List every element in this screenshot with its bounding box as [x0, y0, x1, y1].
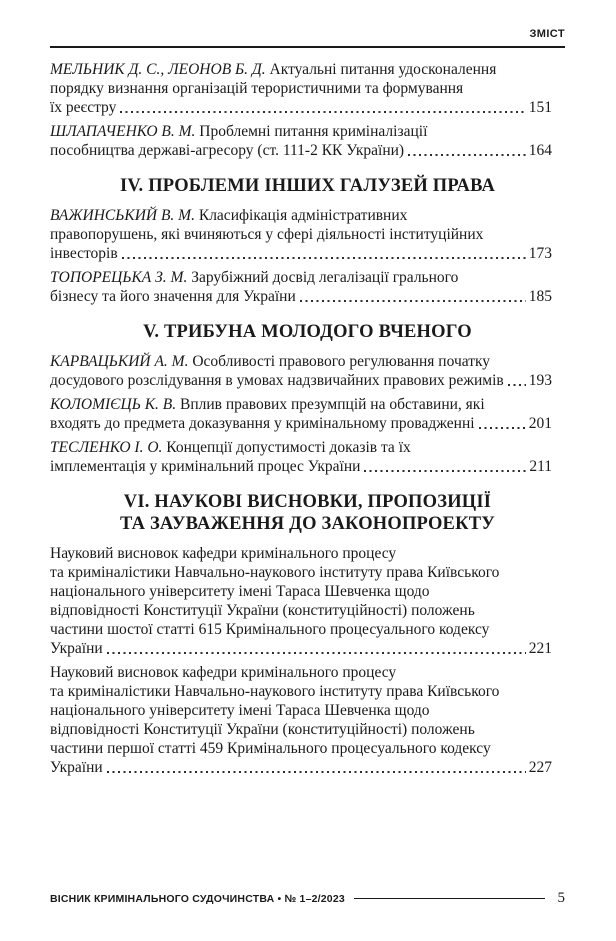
toc-entry-line	[50, 60, 552, 79]
dot-leader	[364, 470, 526, 472]
dot-leader	[120, 111, 525, 113]
toc-entry-line	[50, 682, 552, 701]
entry-page-number: 185	[528, 287, 552, 305]
toc-entry-text: входять до предмета доказування у кримінальному провадженні	[50, 414, 475, 432]
entry-authors: ТЕСЛЕНКО І. О.	[50, 438, 167, 456]
entry-page-number: 173	[528, 244, 552, 262]
toc-entry-last-line	[50, 287, 552, 306]
dot-leader	[300, 300, 526, 302]
toc-entry	[50, 663, 565, 777]
header-label: ЗМІСТ	[529, 28, 565, 40]
toc-entry-text: частини першої статті 459 Кримінального процесуального кодексу	[50, 739, 491, 757]
section-heading-line: ТА ЗАУВАЖЕННЯ ДО ЗАКОНОПРОЕКТУ	[119, 513, 496, 534]
toc-entry-line	[50, 720, 552, 739]
toc-entry-text: Науковий висновок кафедри кримінального процесу	[50, 663, 397, 681]
toc-entry-last-line	[50, 758, 552, 777]
toc-entry-last-line	[50, 371, 552, 390]
toc-entry-text: КАРВАЦЬКИЙ А. М. Особливості правового регулювання початку	[50, 352, 491, 370]
toc-entry	[50, 544, 565, 658]
entry-authors: ВАЖИНСЬКИЙ В. М.	[50, 206, 199, 224]
header-rule	[50, 46, 565, 48]
toc-entry-text: порядку визнання організацій терористичними та формування	[50, 79, 464, 97]
toc-entry-line	[50, 79, 552, 98]
toc-entry-line	[50, 601, 552, 620]
section-heading-line: VI. НАУКОВІ ВИСНОВКИ, ПРОПОЗИЦІЇ	[123, 491, 492, 512]
toc-entry-text: інвесторів	[50, 244, 118, 262]
toc-entry-line	[50, 663, 552, 682]
entry-authors: КОЛОМІЄЦЬ К. В.	[50, 395, 180, 413]
entry-page-number: 227	[528, 758, 552, 776]
toc-entry-text: ВАЖИНСЬКИЙ В. М. Класифікація адміністративних	[50, 206, 408, 224]
toc-entry-text: відповідності Конституції України (конституційності) положень	[50, 720, 475, 738]
dot-leader	[107, 771, 526, 773]
toc-entry-text: імплементація у кримінальний процес України	[50, 457, 361, 475]
toc-entry-text: ШЛАПАЧЕНКО В. М. Проблемні питання криміналізації	[50, 122, 428, 140]
toc-entry-text: пособництва державі-агресору (ст. 111-2 КК України)	[50, 141, 405, 159]
entry-authors: МЕЛЬНИК Д. С., ЛЕОНОВ Б. Д.	[50, 60, 270, 78]
toc-entry-text: України	[50, 639, 103, 657]
toc-entry-line	[50, 352, 552, 371]
toc-entry-text: України	[50, 758, 103, 776]
toc-entry	[50, 438, 565, 476]
section-heading	[50, 175, 565, 197]
page-footer	[50, 890, 565, 907]
toc-entry-text: Науковий висновок кафедри кримінального процесу	[50, 544, 397, 562]
toc-entry-line	[50, 620, 552, 639]
section-heading-line: V. ТРИБУНА МОЛОДОГО ВЧЕНОГО	[143, 321, 472, 342]
toc-entry-line	[50, 225, 552, 244]
dot-leader	[508, 384, 526, 386]
toc-entry-line	[50, 582, 552, 601]
toc-entry	[50, 268, 565, 306]
toc-entry-text: та криміналістики Навчально-наукового інституту права Київського	[50, 682, 500, 700]
toc-entry-line	[50, 206, 552, 225]
entry-authors: КАРВАЦЬКИЙ А. М.	[50, 352, 193, 370]
toc-entry	[50, 206, 565, 263]
toc-entry-text: КОЛОМІЄЦЬ К. В. Вплив правових презумпцій на обставини, які	[50, 395, 485, 413]
toc-entry-line	[50, 395, 552, 414]
toc-entry-line	[50, 563, 552, 582]
toc-entry-line	[50, 701, 552, 720]
entry-authors: ШЛАПАЧЕНКО В. М.	[50, 122, 200, 140]
toc-entry-text: їх реєстру	[50, 98, 117, 116]
toc-entry-last-line	[50, 414, 552, 433]
entry-page-number: 193	[528, 371, 552, 389]
toc-entry-text: та криміналістики Навчально-наукового інституту права Київського	[50, 563, 500, 581]
toc-entry-line	[50, 268, 552, 287]
toc-entry-text: ТОПОРЕЦЬКА З. М. Зарубіжний досвід легалізації грального	[50, 268, 459, 286]
entry-page-number: 151	[528, 98, 552, 116]
entry-page-number: 164	[528, 141, 552, 159]
section-heading-line: IV. ПРОБЛЕМИ ІНШИХ ГАЛУЗЕЙ ПРАВА	[119, 175, 496, 196]
entry-page-number: 221	[528, 639, 552, 657]
toc-entry-text: національного університету імені Тараса Шевченка щодо	[50, 582, 430, 600]
toc-main	[50, 60, 565, 777]
toc-entry	[50, 395, 565, 433]
dot-leader	[408, 154, 526, 156]
toc-entry-text: бізнесу та його значення для України	[50, 287, 296, 305]
toc-entry-text: МЕЛЬНИК Д. С., ЛЕОНОВ Б. Д. Актуальні питання удосконалення	[50, 60, 497, 78]
toc-entry-text: відповідності Конституції України (конституційності) положень	[50, 601, 475, 619]
toc-entry-text: частини шостої статті 615 Кримінального процесуального кодексу	[50, 620, 490, 638]
toc-entry-text: правопорушень, які вчиняються у сфері діяльності інституційних	[50, 225, 484, 243]
toc-entry-line	[50, 438, 552, 457]
entry-page-number: 201	[528, 414, 552, 432]
toc-entry-line	[50, 122, 552, 141]
toc-entry-line	[50, 544, 552, 563]
toc-entry-last-line	[50, 141, 552, 160]
toc-entry-line	[50, 739, 552, 758]
footer-journal-title: ВІСНИК КРИМІНАЛЬНОГО СУДОЧИНСТВА • № 1–2/2023	[50, 892, 345, 905]
toc-entry-last-line	[50, 457, 552, 476]
entry-page-number: 211	[529, 457, 552, 475]
toc-entry	[50, 60, 565, 117]
dot-leader	[107, 652, 526, 654]
toc-entry-text: ТЕСЛЕНКО І. О. Концепції допустимості доказів та їх	[50, 438, 411, 456]
toc-entry-last-line	[50, 244, 552, 263]
toc-entry-last-line	[50, 98, 552, 117]
footer-rule	[354, 898, 545, 900]
section-heading	[50, 321, 565, 343]
toc-entry	[50, 122, 565, 160]
section-heading	[50, 491, 565, 535]
toc-entry	[50, 352, 565, 390]
entry-authors: ТОПОРЕЦЬКА З. М.	[50, 268, 192, 286]
toc-entry-text: національного університету імені Тараса Шевченка щодо	[50, 701, 430, 719]
page-header	[50, 0, 565, 48]
dot-leader	[122, 257, 526, 259]
footer-page-number: 5	[557, 890, 565, 906]
toc-entry-last-line	[50, 639, 552, 658]
toc-entry-text: досудового розслідування в умовах надзвичайних правових режимів	[50, 371, 504, 389]
dot-leader	[479, 427, 526, 429]
